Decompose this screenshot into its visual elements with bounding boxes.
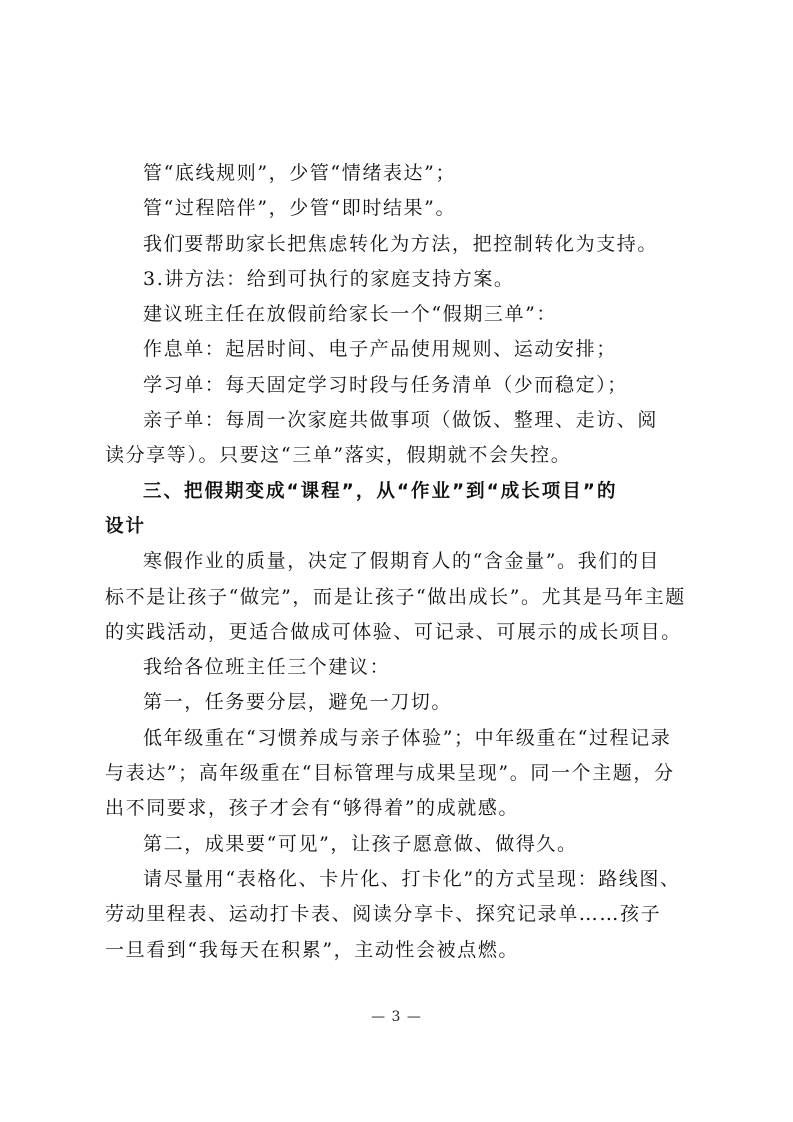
- page-number: — 3 —: [371, 1009, 422, 1025]
- list-item-line: 作息单：起居时间、电子产品使用规则、运动安排；: [143, 338, 617, 361]
- paragraph-line: 寒假作业的质量，决定了假期育人的“含金量”。我们的目: [143, 550, 661, 573]
- paragraph-line: 我们要帮助家长把焦虑转化为方法，把控制转化为支持。: [143, 232, 659, 255]
- subheading-line: 3.讲方法：给到可执行的家庭支持方案。: [143, 267, 515, 290]
- paragraph-continuation-line: 读分享等）。只要这“三单”落实，假期就不会失控。: [105, 444, 572, 467]
- paragraph-line: 第二，成果要“可见”，让孩子愿意做、做得久。: [143, 832, 578, 855]
- list-item-line: 学习单：每天固定学习时段与任务清单（少而稳定）；: [143, 373, 628, 396]
- document-body: [105, 156, 691, 968]
- paragraph-line: 我给各位班主任三个建议：: [143, 656, 391, 679]
- paragraph-continuation-line: 劳动里程表、运动打卡表、阅读分享卡、探究记录单……孩子: [105, 903, 662, 926]
- paragraph-continuation-line: 一旦看到“我每天在积累”，主动性会被点燃。: [105, 938, 520, 961]
- paragraph-line: 管“过程陪伴”，少管“即时结果”。: [143, 197, 457, 220]
- section-heading-line: 三、把假期变成“课程”，从“作业”到“成长项目”的: [143, 480, 618, 502]
- paragraph-continuation-line: 出不同要求，孩子才会有“够得着”的成就感。: [105, 797, 520, 820]
- paragraph-line: 低年级重在“习惯养成与亲子体验”；中年级重在“过程记录: [143, 726, 672, 749]
- list-item-line: 亲子单：每周一次家庭共做事项（做饭、整理、走访、阅: [143, 409, 659, 432]
- paragraph-line: 请尽量用“表格化、卡片化、打卡化”的方式呈现：路线图、: [143, 867, 681, 890]
- paragraph-continuation-line: 标不是让孩子“做完”，而是让孩子“做出成长”。尤其是马年主题: [105, 585, 686, 608]
- paragraph-continuation-line: 的实践活动，更适合做成可体验、可记录、可展示的成长项目。: [105, 620, 682, 643]
- section-heading-continuation: 设计: [105, 515, 147, 537]
- paragraph-line: 管“底线规则”，少管“情绪表达”；: [143, 162, 457, 184]
- paragraph-line: 第一，任务要分层，避免一刀切。: [143, 691, 453, 714]
- paragraph-line: 建议班主任在放假前给家长一个“假期三单”：: [143, 303, 558, 326]
- paragraph-continuation-line: 与表达”；高年级重在“目标管理与成果呈现”。同一个主题，分: [105, 762, 675, 785]
